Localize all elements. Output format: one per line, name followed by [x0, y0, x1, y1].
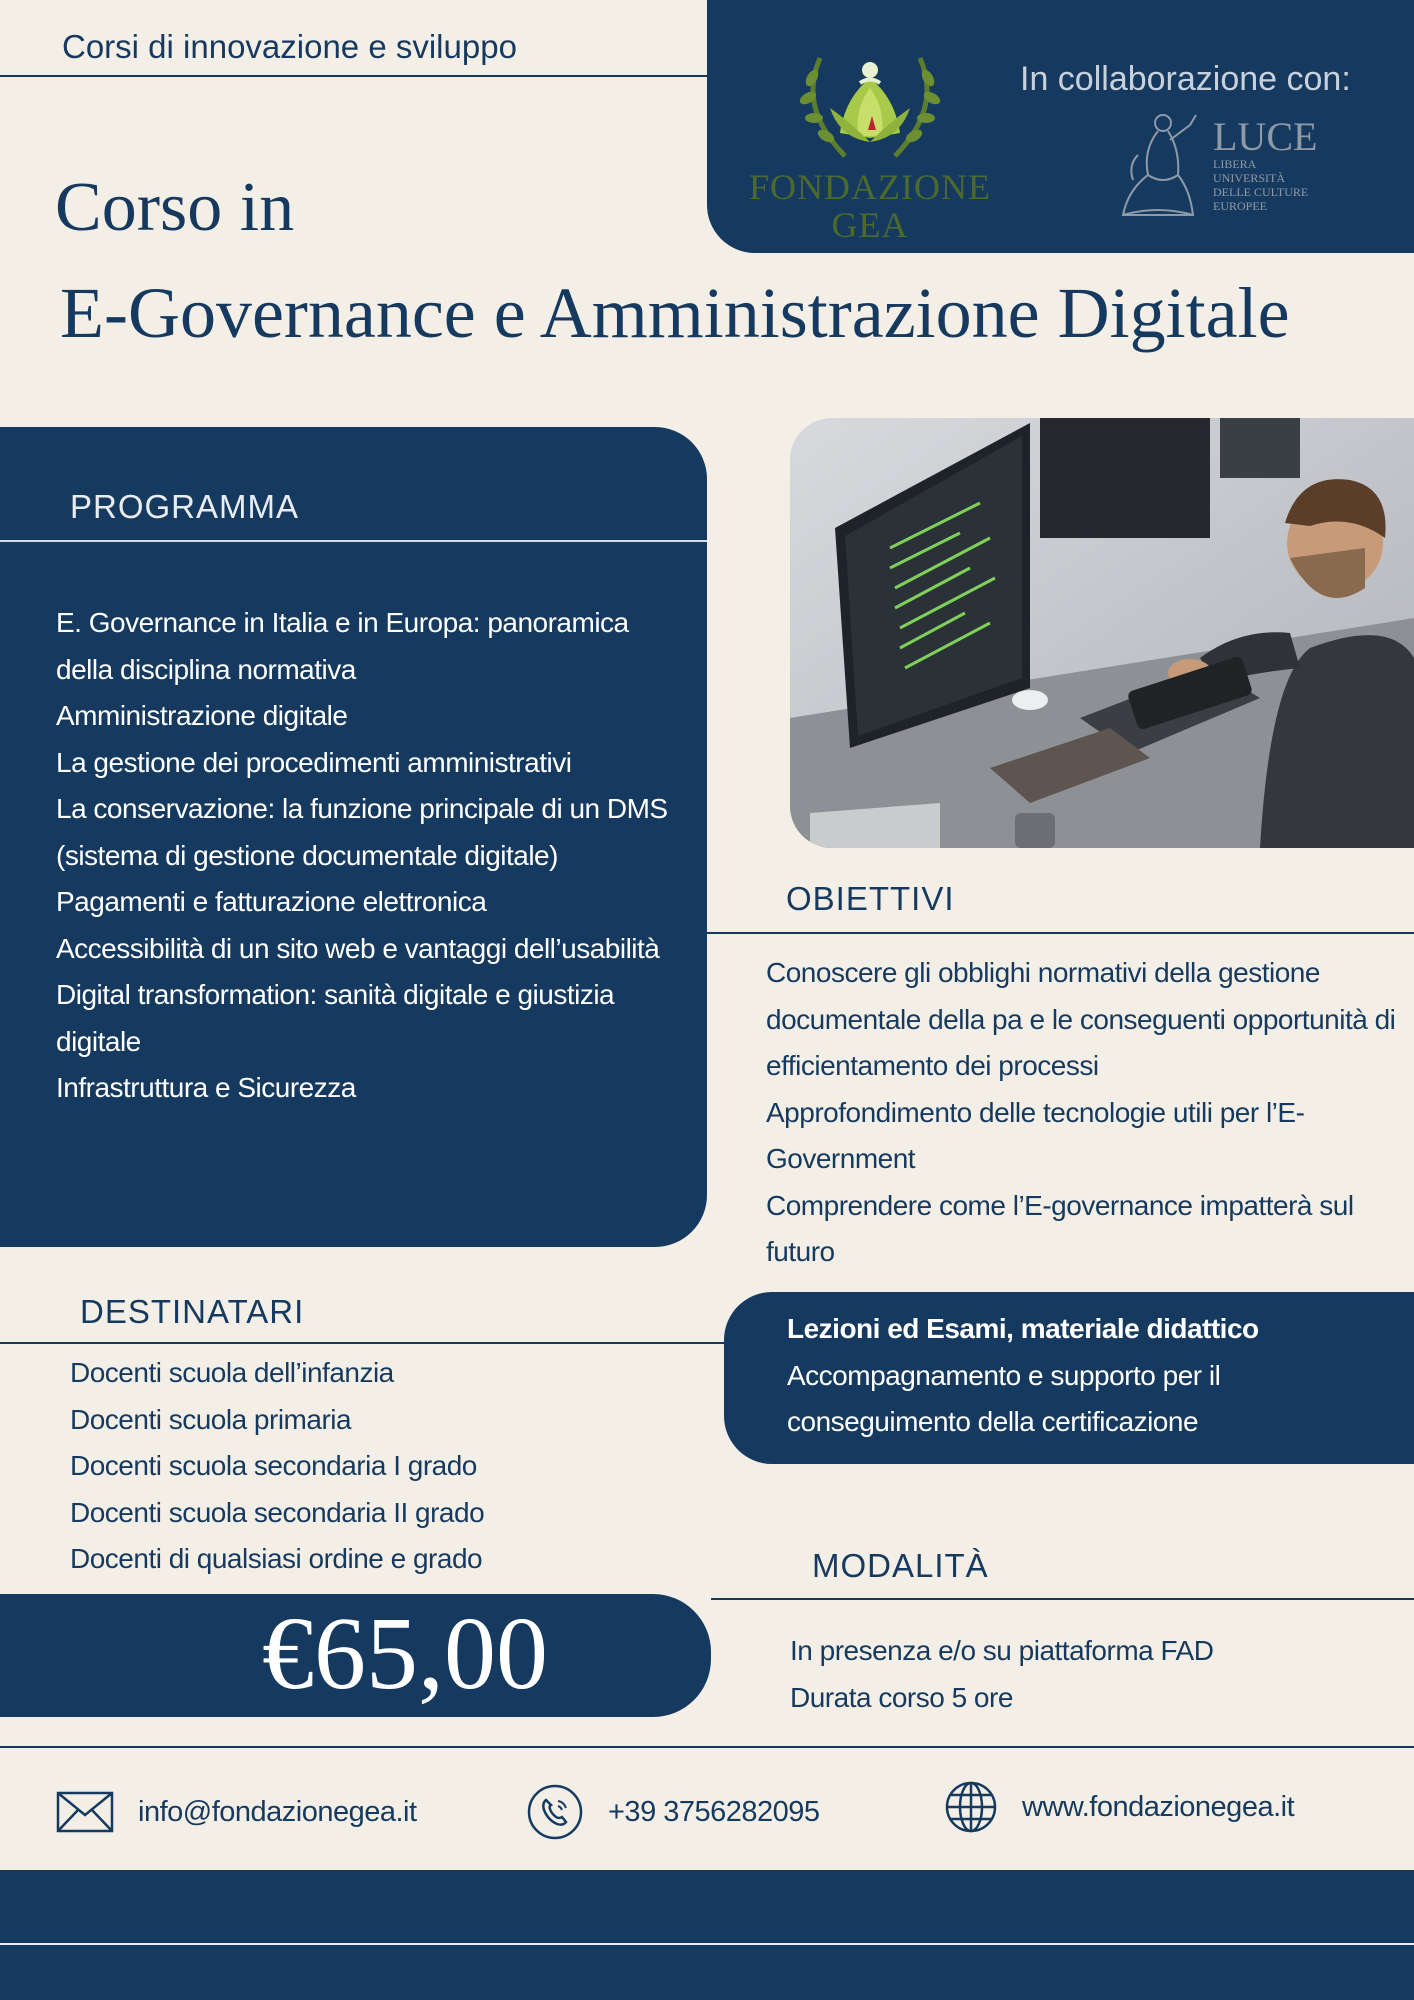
developer-workstation-photo — [790, 418, 1414, 848]
phone-contact[interactable] — [526, 1782, 820, 1842]
list-item: Amministrazione digitale — [56, 700, 348, 731]
obiettivi-heading: OBIETTIVI — [786, 880, 955, 917]
gea-logo-line1: FONDAZIONE — [749, 167, 991, 207]
list-item: E. Governance in Italia e in Europa: panoramica della disciplina normativa — [56, 607, 629, 685]
list-item: Accessibilità di un sito web e vantaggi dell’usabilità — [56, 932, 660, 964]
list-item: Digital transformation: sanità digitale e giustizia digitale — [56, 979, 615, 1057]
gea-logo-line2: GEA — [831, 205, 909, 245]
laurel-lotus-icon — [790, 38, 950, 168]
phone-number[interactable]: +39 3756282095 — [608, 1795, 820, 1828]
modalita-list — [790, 1628, 1390, 1721]
list-item: Pagamenti e fatturazione elettronica — [56, 886, 487, 917]
modalita-divider — [711, 1598, 1414, 1600]
envelope-icon — [56, 1791, 114, 1833]
modalita-heading: MODALITÀ — [812, 1547, 989, 1584]
destinatari-divider — [0, 1342, 724, 1344]
luce-logo-subtitle: LIBERA UNIVERSITÀ DELLE CULTURE EUROPEE — [1213, 157, 1309, 213]
website-link[interactable]: www.fondazionegea.it — [1022, 1790, 1295, 1823]
obiettivi-list — [766, 950, 1396, 1276]
globe-icon — [944, 1780, 998, 1834]
list-item: Comprendere come l’E-governance impatterà sul futuro — [766, 1189, 1354, 1267]
email-link[interactable]: info@fondazionegea.it — [138, 1795, 417, 1828]
list-item: Docenti scuola secondaria II grado — [70, 1496, 485, 1528]
lezioni-highlight: Lezioni ed Esami, materiale didattico — [787, 1313, 1259, 1344]
course-price: €65,00 — [262, 1596, 548, 1711]
list-item: Infrastruttura e Sicurezza — [56, 1072, 356, 1103]
footer-divider — [0, 1943, 1414, 1945]
list-item: La gestione dei procedimenti amministrativi — [56, 746, 572, 778]
list-item: In presenza e/o su piattaforma FAD — [790, 1635, 1214, 1666]
header-divider — [0, 75, 707, 77]
footer-band — [0, 1870, 1414, 2000]
programma-divider — [0, 540, 707, 542]
obiettivi-divider — [707, 932, 1414, 934]
list-item: Docenti scuola dell’infanzia — [70, 1357, 394, 1388]
destinatari-list — [70, 1350, 690, 1583]
list-item: Docenti di qualsiasi ordine e grado — [70, 1543, 483, 1574]
luce-university-logo — [1108, 105, 1328, 225]
phone-icon — [526, 1783, 584, 1841]
lezioni-text — [787, 1306, 1387, 1446]
list-item: Conoscere gli obblighi normativi della gestione documentale della pa e le conseguenti opportunità di efficientamento dei processi — [766, 957, 1396, 1081]
list-item: Approfondimento delle tecnologie utili per l’E-Government — [766, 1096, 1305, 1174]
list-item: Durata corso 5 ore — [790, 1681, 1013, 1713]
email-contact[interactable] — [56, 1782, 417, 1842]
website-contact[interactable] — [944, 1782, 1294, 1842]
list-item: Docenti scuola secondaria I grado — [70, 1450, 477, 1481]
course-category: Corsi di innovazione e sviluppo — [62, 28, 517, 65]
page-title-prefix: Corso in — [55, 169, 295, 246]
collaboration-label: In collaborazione con: — [1020, 60, 1351, 98]
page-title: E-Governance e Amministrazione Digitale — [60, 273, 1290, 353]
contacts-divider — [0, 1746, 1414, 1748]
list-item: Docenti scuola primaria — [70, 1403, 352, 1435]
programma-list — [56, 600, 686, 1112]
fondazione-gea-logo — [740, 38, 1000, 244]
luce-logo-name: LUCE — [1213, 114, 1318, 159]
seated-figure-emblem-icon — [1108, 105, 1208, 225]
list-item: La conservazione: la funzione principale di un DMS (sistema di gestione documentale digitale) — [56, 793, 668, 871]
destinatari-heading: DESTINATARI — [80, 1293, 305, 1330]
programma-heading: PROGRAMMA — [70, 488, 300, 525]
lezioni-description: Accompagnamento e supporto per il conseguimento della certificazione — [787, 1359, 1221, 1437]
